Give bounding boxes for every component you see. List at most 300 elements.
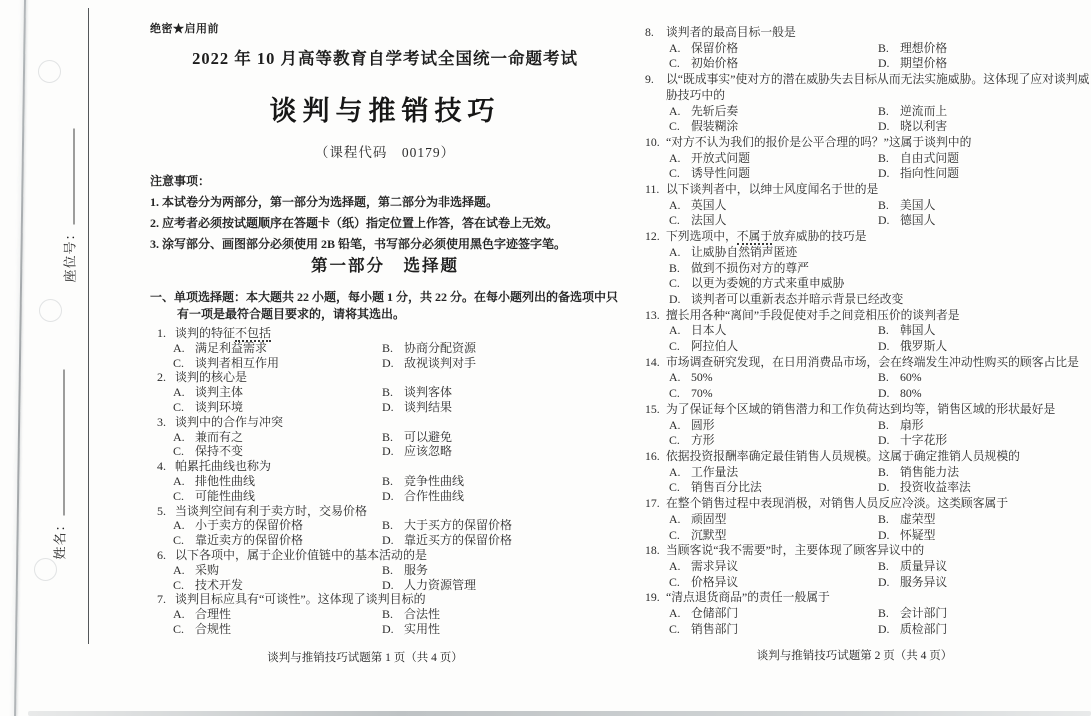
option (173, 385, 382, 400)
question-number: 15. (645, 401, 660, 416)
question-options (645, 512, 1091, 543)
option (669, 339, 878, 355)
option-label: A. (173, 518, 185, 533)
option-label: C. (669, 433, 680, 448)
question (645, 590, 1091, 637)
option-text: 靠近买方的保留价格 (404, 533, 513, 548)
option (878, 575, 1091, 591)
option-text: 怀疑型 (900, 527, 936, 542)
option-label: C. (173, 399, 185, 414)
question-stem (645, 308, 1091, 324)
option (878, 41, 1091, 57)
option-text: 质检部门 (900, 621, 948, 636)
option (669, 41, 878, 57)
question-options (645, 245, 1091, 308)
section-instruction-text: 单项选择题：本大题共 22 小题，每小题 1 分，共 22 分。在每小题列出的备选项中只有一项是最符合题目要求的，请将其选出。 (174, 290, 619, 321)
question-options (150, 563, 620, 593)
question-stem (645, 449, 1091, 465)
question-options (150, 518, 620, 548)
option (878, 151, 1091, 167)
option (878, 166, 1091, 182)
option-label: B. (669, 260, 680, 275)
option (669, 512, 878, 528)
seat-number-field (60, 115, 77, 283)
option (669, 104, 878, 120)
option-label: B. (382, 429, 394, 444)
name-field (50, 362, 67, 560)
question-stem-text: 依据投资报酬率确定最佳销售人员规模。这属于确定推销人员规模的 (666, 448, 1020, 463)
option-label: B. (382, 607, 394, 622)
option (173, 518, 382, 533)
option-text: 先斩后奏 (691, 103, 739, 118)
question-stem-text: 市场调查研究发现，在日用消费品市场，会在终端发生冲动性购买的顾客占比是 (666, 354, 1079, 369)
option-text: 谈判结果 (404, 399, 453, 414)
option-text: 竞争性曲线 (404, 473, 465, 488)
option (669, 198, 878, 214)
page-2 (645, 10, 1091, 663)
option-text: 服务 (404, 562, 429, 577)
option (669, 622, 878, 638)
option-label: A. (173, 429, 185, 444)
question-stem-text: 谈判的核心是 (175, 370, 248, 385)
option-text: 初始价格 (691, 56, 739, 71)
option (878, 433, 1091, 449)
part-title: 第一部分 选择题 (311, 256, 459, 275)
option (382, 563, 620, 578)
option (382, 400, 620, 415)
option-label: C. (173, 533, 185, 548)
question-stem-text: 谈判目标应具有“可谈性”。这体现了谈判目标的 (175, 592, 426, 607)
option-text: 合理性 (195, 607, 232, 622)
question (150, 504, 620, 548)
name-blank-line (52, 369, 65, 515)
option (173, 607, 382, 622)
option (173, 356, 382, 371)
question-stem-text: 帕累托曲线也称为 (175, 459, 272, 474)
option (878, 465, 1091, 481)
option-label: C. (669, 574, 680, 589)
option-text: 晓以利害 (900, 119, 948, 134)
question-options (645, 418, 1091, 449)
question-options (645, 606, 1091, 637)
question-stem (150, 415, 620, 430)
option (669, 119, 878, 135)
question-number: 13. (645, 307, 660, 322)
question-number: 7. (157, 592, 166, 607)
option (382, 578, 620, 593)
option-label: C. (669, 386, 680, 401)
question-stem (645, 72, 1091, 103)
question-options (150, 385, 620, 415)
question-stem-text: 以“既成事实”使对方的潜在威胁失去目标从而无法实施威胁。这体现了应对谈判威胁技巧中的 (666, 72, 1090, 102)
question-stem (645, 543, 1091, 559)
option (878, 606, 1091, 622)
option (382, 430, 620, 445)
punch-hole (39, 299, 62, 322)
option-label: D. (382, 355, 394, 370)
option-label: A. (173, 385, 185, 400)
option (669, 245, 1091, 261)
question-stem (645, 402, 1091, 418)
question-number: 18. (645, 543, 660, 558)
option-text: 德国人 (900, 213, 936, 228)
question-options (645, 559, 1091, 590)
option-text: 谈判者可以重新表态并暗示背景已经改变 (691, 291, 904, 306)
question-stem-text: 以下谈判者中，以绅士风度闻名于世的是 (666, 182, 879, 197)
section-instruction-number: 一、 (150, 290, 175, 304)
option-label: A. (669, 197, 681, 212)
option-text: 仓储部门 (691, 606, 739, 621)
option-label: A. (669, 323, 681, 338)
option-text: 阿拉伯人 (691, 339, 739, 354)
option-text: 60% (900, 370, 922, 385)
option (878, 198, 1091, 214)
seat-number-label: 座位号： (62, 226, 78, 283)
option (669, 575, 878, 591)
option-text: 大于买方的保留价格 (404, 518, 513, 533)
option-text: 韩国人 (900, 323, 936, 338)
option-label: A. (669, 511, 681, 526)
question (645, 402, 1091, 449)
option-label: D. (878, 339, 890, 354)
option-label: A. (669, 103, 681, 118)
question-stem-text: 谈判者的最高目标一般是 (666, 25, 796, 39)
question-options (150, 430, 620, 460)
option-label: A. (669, 464, 681, 479)
question (150, 459, 620, 503)
question-options (645, 104, 1091, 135)
option-text: 销售百分比法 (691, 480, 762, 495)
option-text: 可以避免 (404, 429, 453, 444)
option (173, 400, 382, 415)
option-label: D. (878, 433, 890, 448)
option-label: A. (173, 340, 185, 355)
option-label: B. (878, 511, 889, 526)
question (645, 135, 1091, 182)
option-text: 法国人 (691, 213, 727, 228)
option-text: 排他性曲线 (195, 473, 256, 488)
notes-list (150, 192, 620, 255)
option-text: 会计部门 (900, 606, 948, 621)
option-text: 销售能力法 (900, 464, 959, 479)
question-stem-text: “对方不认为我们的报价是公平合理的吗？”这属于谈判中的 (666, 134, 972, 149)
option (173, 474, 382, 489)
question-number: 8. (645, 25, 654, 39)
option (382, 607, 620, 622)
option-label: D. (878, 166, 890, 181)
exam-title: 2022 年 10 月高等教育自学考试全国统一命题考试 (192, 49, 578, 68)
punch-hole (34, 558, 57, 581)
exam-notes (150, 171, 620, 255)
option (878, 528, 1091, 544)
option-text: 顽固型 (691, 511, 727, 526)
option-text: 假装糊涂 (691, 119, 739, 134)
option-text: 开放式问题 (691, 150, 750, 165)
question-number: 10. (645, 134, 660, 149)
question (150, 592, 620, 636)
option-text: 50% (691, 370, 713, 385)
question-stem-text: “清点退货商品”的责任一般属于 (666, 590, 830, 605)
question (150, 370, 620, 414)
question (645, 543, 1091, 590)
name-label: 姓名： (52, 517, 68, 560)
option-label: D. (382, 444, 394, 459)
option-label: D. (382, 577, 394, 592)
option-text: 可能性曲线 (195, 488, 256, 503)
option-label: C. (669, 527, 680, 542)
option-text: 扇形 (900, 417, 924, 432)
question-stem-text: 下列选项中，不属于放弃威胁的技巧是 (666, 229, 867, 244)
option-label: C. (669, 480, 680, 495)
question-stem (150, 504, 620, 519)
option (669, 370, 878, 386)
option (878, 370, 1091, 386)
question-stem (645, 590, 1091, 606)
option-label: C. (669, 56, 680, 71)
option-label: C. (173, 355, 185, 370)
note-item: 1. 本试卷分为两部分，第一部分为选择题，第二部分为非选择题。 (150, 195, 499, 209)
note-item: 2. 应考者必须按试题顺序在答题卡（纸）指定位置上作答，答在试卷上无效。 (150, 216, 559, 230)
option (173, 563, 382, 578)
option-label: B. (878, 323, 889, 338)
option-text: 方形 (691, 433, 715, 448)
question-options (645, 41, 1091, 72)
option-text: 日本人 (691, 323, 727, 338)
option-text: 做到不损伤对方的尊严 (691, 260, 809, 275)
option-text: 销售部门 (691, 621, 739, 636)
option-text: 谈判环境 (195, 399, 244, 414)
option-label: A. (669, 244, 681, 259)
option-text: 俄罗斯人 (900, 339, 948, 354)
question-stem (150, 548, 620, 563)
option-label: D. (878, 621, 890, 636)
option (878, 480, 1091, 496)
option-text: 敌视谈判对手 (404, 355, 477, 370)
scan-edge-shadow (14, 0, 26, 716)
option-label: B. (878, 606, 889, 621)
option (669, 261, 1091, 277)
option-label: D. (878, 574, 890, 589)
option (173, 341, 382, 356)
question (645, 308, 1091, 355)
option (173, 533, 382, 548)
option-text: 圆形 (691, 417, 715, 432)
question-number: 14. (645, 354, 660, 369)
option (878, 56, 1091, 72)
option-label: D. (878, 213, 890, 228)
question-number: 9. (645, 72, 654, 87)
page-1 (150, 14, 620, 665)
option-label: C. (669, 621, 680, 636)
question-list-page1 (150, 326, 620, 637)
option (878, 386, 1091, 402)
option-text: 靠近卖方的保留价格 (195, 533, 304, 548)
question-stem (150, 459, 620, 474)
question (645, 449, 1091, 496)
option (382, 489, 620, 504)
option-text: 投资收益率法 (900, 480, 971, 495)
question-stem (150, 592, 620, 607)
option-label: C. (173, 621, 185, 636)
question-options (645, 198, 1091, 229)
option (669, 528, 878, 544)
question-number: 12. (645, 229, 660, 244)
option (669, 323, 878, 339)
seat-number-blank-line (62, 128, 75, 224)
option-text: 满足利益需求 (195, 340, 268, 355)
option (878, 119, 1091, 135)
option (382, 444, 620, 459)
option-label: D. (878, 480, 890, 495)
question-number: 19. (645, 590, 660, 605)
option-text: 保留价格 (691, 40, 739, 55)
option (669, 559, 878, 575)
option (382, 385, 620, 400)
option-text: 十字花形 (900, 433, 948, 448)
option (173, 444, 382, 459)
option-label: D. (878, 56, 890, 71)
option-text: 80% (900, 386, 922, 401)
question (645, 25, 1091, 72)
option-text: 服务异议 (900, 574, 948, 589)
question-options (150, 341, 620, 371)
option-label: A. (669, 417, 681, 432)
subject-title: 谈判与推销技巧 (269, 96, 501, 126)
option-label: A. (173, 473, 185, 488)
option-label: B. (878, 558, 889, 573)
question (150, 415, 620, 459)
question (645, 355, 1091, 402)
question-stem (150, 326, 620, 341)
option-label: B. (382, 385, 394, 400)
option (878, 339, 1091, 355)
option-text: 以更为委婉的方式来重申威胁 (691, 276, 845, 291)
option-text: 合法性 (404, 607, 441, 622)
question (150, 548, 620, 592)
question-options (645, 370, 1091, 401)
option (878, 622, 1091, 638)
bottom-scan-shadow (28, 711, 1091, 716)
option-label: A. (669, 40, 681, 55)
option-text: 谈判客体 (404, 385, 453, 400)
question-stem-text: 在整个销售过程中表现消极，对销售人员反应冷淡。这类顾客属于 (666, 496, 1009, 511)
option-text: 理想价格 (900, 40, 948, 55)
question-list-page2 (645, 25, 1091, 637)
option (669, 418, 878, 434)
option (173, 489, 382, 504)
option-label: B. (878, 150, 889, 165)
option-text: 期望价格 (900, 56, 948, 71)
question-stem (645, 25, 1091, 41)
option-label: B. (878, 417, 889, 432)
question (645, 182, 1091, 229)
option-text: 诱导性问题 (691, 166, 750, 181)
option-label: D. (878, 386, 890, 401)
question-stem-text: 当谈判空间有利于卖方时，交易价格 (175, 503, 368, 518)
option-label: C. (669, 119, 680, 134)
option (669, 465, 878, 481)
option (382, 356, 620, 371)
question-number: 16. (645, 448, 660, 463)
option (669, 166, 878, 182)
option-label: B. (878, 464, 889, 479)
option-label: B. (382, 562, 394, 577)
option-label: B. (878, 40, 889, 55)
question-number: 5. (157, 503, 166, 518)
margin-rule (88, 8, 89, 644)
option (173, 430, 382, 445)
section-instruction (150, 289, 620, 323)
question-number: 1. (157, 326, 166, 340)
option (878, 213, 1091, 229)
option-text: 美国人 (900, 197, 936, 212)
option (669, 56, 878, 72)
question-options (645, 323, 1091, 354)
question-stem (645, 229, 1091, 245)
question-stem-text: 为了保证每个区域的销售潜力和工作负荷达到均等，销售区域的形状最好是 (666, 401, 1056, 416)
option-text: 逆流而上 (900, 103, 948, 118)
option-label: D. (669, 291, 681, 306)
question-number: 3. (157, 414, 166, 429)
option (878, 512, 1091, 528)
option-text: 人力资源管理 (404, 577, 477, 592)
option-label: A. (173, 607, 185, 622)
option-text: 自由式问题 (900, 150, 959, 165)
option-text: 合规性 (195, 621, 232, 636)
secret-classification-label: 绝密★启用前 (150, 23, 219, 35)
option-label: D. (382, 399, 394, 414)
option-text: 价格异议 (691, 574, 739, 589)
option (669, 386, 878, 402)
option-label: A. (669, 606, 681, 621)
question-stem (645, 182, 1091, 198)
option-text: 让威胁自然销声匿迹 (691, 244, 798, 259)
option-label: D. (382, 533, 394, 548)
option-text: 70% (691, 386, 713, 401)
question-stem (150, 370, 620, 385)
question-stem (645, 496, 1091, 512)
option-label: D. (878, 119, 890, 134)
option (669, 276, 1091, 292)
option (382, 622, 620, 637)
course-code: （课程代码 00179） (314, 145, 456, 160)
option-label: A. (669, 370, 681, 385)
option (878, 323, 1091, 339)
option (669, 480, 878, 496)
punch-hole (38, 60, 61, 83)
option (669, 151, 878, 167)
question (150, 326, 620, 370)
page-footer: 谈判与推销技巧试题第 1 页（共 4 页） (267, 651, 463, 664)
option-label: B. (878, 197, 889, 212)
option-label: B. (878, 103, 889, 118)
option-text: 采购 (195, 562, 220, 577)
option-label: A. (173, 562, 185, 577)
option-label: B. (382, 518, 394, 533)
option-label: D. (878, 527, 890, 542)
question-stem-text: 谈判的特征不包括 (175, 326, 272, 340)
option-label: C. (173, 488, 185, 503)
note-item: 3. 涂写部分、画图部分必须使用 2B 铅笔，书写部分必须使用黑色字迹签字笔。 (150, 237, 567, 251)
option (382, 533, 620, 548)
option-label: C. (173, 577, 185, 592)
page-footer: 谈判与推销技巧试题第 2 页（共 4 页） (756, 650, 953, 663)
question-options (150, 607, 620, 637)
option (382, 518, 620, 533)
option-label: C. (669, 213, 680, 228)
option (669, 433, 878, 449)
option-label: A. (669, 150, 681, 165)
